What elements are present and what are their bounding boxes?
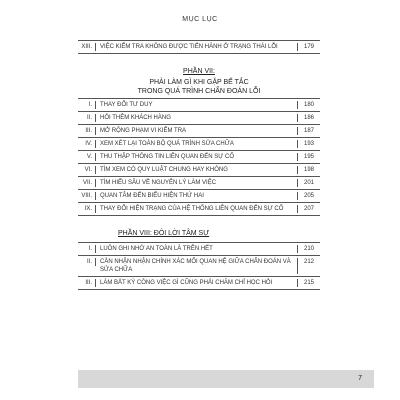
toc-row-page: 195 xyxy=(303,154,314,160)
toc-row xyxy=(78,150,320,163)
toc-row-title: THAY ĐỔI HIỆN TRẠNG CỦA HỆ THỐNG LIÊN QUAN ĐẾN SỰ CỐ xyxy=(96,205,298,213)
divider xyxy=(78,289,320,290)
toc-row-number: I. xyxy=(78,245,96,253)
toc-row-title: LÀM BẤT KỲ CÔNG VIỆC GÌ CŨNG PHẢI CHĂM CHỈ HỌC HỎI xyxy=(96,279,298,287)
toc-row-number: III. xyxy=(78,127,96,135)
toc-row-page: 205 xyxy=(303,193,314,199)
toc-row-page: 187 xyxy=(303,128,314,134)
toc-row xyxy=(78,255,320,276)
toc-row-page: 210 xyxy=(303,246,314,252)
toc-row-title: MỞ RỘNG PHẠM VI KIỂM TRA xyxy=(96,127,298,135)
toc-row-number: II. xyxy=(78,114,96,122)
toc-row-title: CẦN NHẬN NHẬN CHÍNH XÁC MỐI QUAN HỆ GIỮA CHẨN ĐOÁN VÀ SỬA CHỮA xyxy=(96,258,298,274)
toc-row xyxy=(78,98,320,111)
toc-row xyxy=(78,137,320,150)
part8-rows xyxy=(78,242,320,290)
toc-row-page: 207 xyxy=(303,206,314,212)
toc-row-title: THAY ĐỔI TƯ DUY xyxy=(96,101,298,109)
toc-row-title: TÌM XEM CÓ QUY LUẬT CHUNG HAY KHÔNG xyxy=(96,166,298,174)
part7-rows xyxy=(78,98,320,216)
toc-row-number: III. xyxy=(78,279,96,287)
toc-row-number: XIII. xyxy=(78,43,96,51)
toc-row-number: I. xyxy=(78,101,96,109)
divider xyxy=(78,215,320,216)
toc-row-page: 212 xyxy=(303,259,314,265)
toc-row xyxy=(78,276,320,289)
footer-bar xyxy=(78,370,374,388)
page-header: MỤC LỤC xyxy=(182,16,218,23)
divider xyxy=(78,53,320,54)
toc-row-title: TÌM HIỂU SÂU VỀ NGUYÊN LÝ LÀM VIỆC xyxy=(96,179,298,187)
toc-row xyxy=(78,176,320,189)
top-rows xyxy=(78,40,320,54)
toc-row-page: 186 xyxy=(303,115,314,121)
toc-row-title: THU THẬP THÔNG TIN LIÊN QUAN ĐẾN SỰ CỐ xyxy=(96,153,298,161)
toc-row xyxy=(78,242,320,255)
toc-row-page: 179 xyxy=(303,44,314,50)
toc-row xyxy=(78,111,320,124)
page-number: 7 xyxy=(358,375,362,382)
toc-row-number: VI. xyxy=(78,166,96,174)
part7-heading: PHẦN VII: xyxy=(183,68,215,75)
part8-heading: PHẦN VIII: ĐÔI LỜI TÂM SỰ xyxy=(118,230,210,237)
toc-row-page: 215 xyxy=(303,280,314,286)
toc-row-title: XEM XÉT LẠI TOÀN BỘ QUÁ TRÌNH SỬA CHỮA xyxy=(96,140,298,148)
toc-row-title: QUAN TÂM ĐẾN BIỂU HIỆN THỨ HAI xyxy=(96,192,298,200)
toc-row-page: 180 xyxy=(303,102,314,108)
toc-row xyxy=(78,163,320,176)
toc-row-number: V. xyxy=(78,153,96,161)
toc-row-number: VII. xyxy=(78,179,96,187)
toc-row xyxy=(78,124,320,137)
toc-row-title: HỎI THÊM KHÁCH HÀNG xyxy=(96,114,298,122)
toc-row xyxy=(78,189,320,202)
part7-subtitle-line1: PHẢI LÀM GÌ KHI GẶP BẾ TẮC xyxy=(149,79,249,86)
toc-row-page: 198 xyxy=(303,167,314,173)
toc-row-number: IX. xyxy=(78,205,96,213)
toc-row xyxy=(78,40,320,53)
part8-heading-block xyxy=(118,222,320,240)
toc-row-title: VIỆC KIỂM TRA KHÔNG ĐƯỢC TIẾN HÀNH Ở TRẠNG THÁI LỖI xyxy=(96,43,298,51)
part7-heading-block xyxy=(78,60,320,96)
toc-row-page: 201 xyxy=(303,180,314,186)
table-of-contents xyxy=(78,40,320,290)
toc-row-number: II. xyxy=(78,258,96,266)
part7-subtitle-line2: TRONG QUÁ TRÌNH CHẨN ĐOÁN LỖI xyxy=(137,88,261,95)
toc-row-page: 193 xyxy=(303,141,314,147)
toc-row-title: LUÔN GHI NHỚ AN TOÀN LÀ TRÊN HẾT xyxy=(96,245,298,253)
toc-row-number: IV. xyxy=(78,140,96,148)
toc-row-number: VIII. xyxy=(78,192,96,200)
toc-row xyxy=(78,202,320,215)
